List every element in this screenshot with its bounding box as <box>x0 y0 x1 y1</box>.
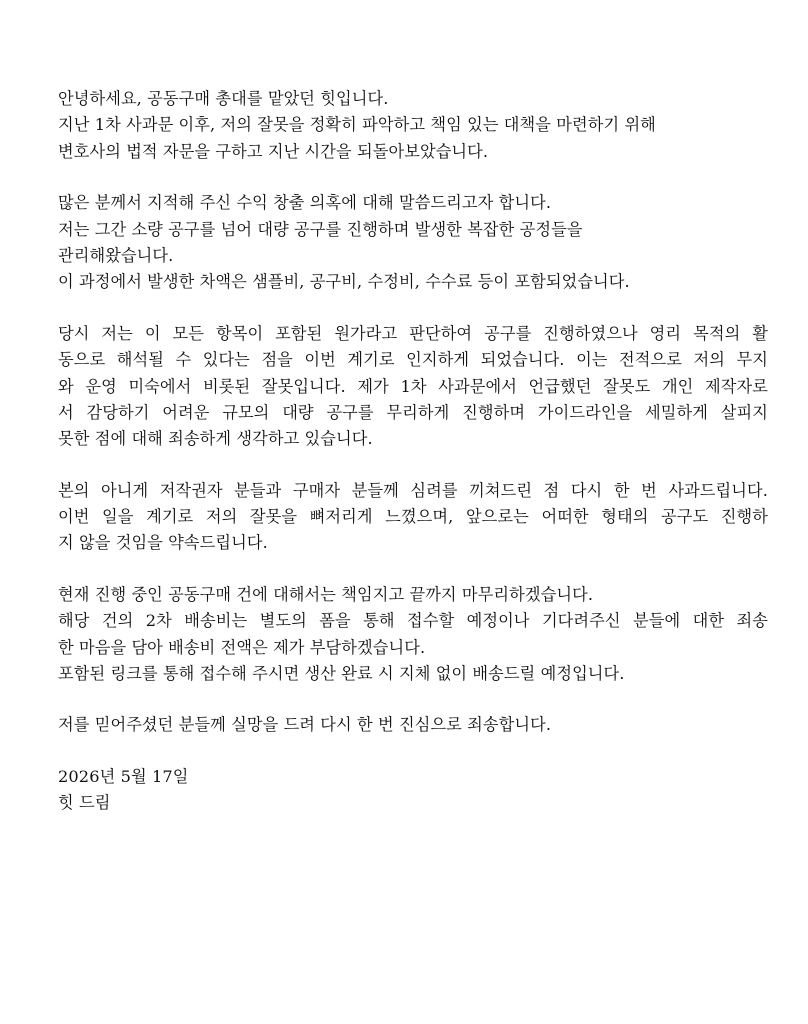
text-line: 저를 믿어주셨던 분들께 실망을 드려 다시 한 번 진심으로 죄송합니다. <box>58 715 552 735</box>
text-line: 이번 일을 계기로 저의 잘못을 뼈저리게 느꼈으며, 앞으로는 어떠한 형태의 공구도 진행하 <box>58 507 768 527</box>
letter-footer <box>58 764 768 817</box>
text-line: 현재 진행 중인 공동구매 건에 대해서는 책임지고 끝까지 마무리하겠습니다. <box>58 584 594 604</box>
paragraph-greeting <box>58 86 768 165</box>
text-line: 많은 분께서 지적해 주신 수익 창출 의혹에 대해 말씀드리고자 합니다. <box>58 193 552 213</box>
text-line: 당시 저는 이 모든 항목이 포함된 원가라고 판단하여 공구를 진행하였으나 영리 목적의 활 <box>58 323 768 343</box>
paragraph-current-order <box>58 582 768 688</box>
paragraph-admission <box>58 321 768 453</box>
text-line: 동으로 해석될 수 있다는 점을 이번 계기로 인지하게 되었습니다. 이는 전적으로 저의 무지 <box>58 350 768 370</box>
paragraph-closing <box>58 712 768 738</box>
text-line: 변호사의 법적 자문을 구하고 지난 시간을 되돌아보았습니다. <box>58 141 489 161</box>
text-line: 관리해왔습니다. <box>58 245 174 265</box>
text-line: 지 않을 것임을 약속드립니다. <box>58 533 268 553</box>
text-line: 포함된 링크를 통해 접수해 주시면 생산 완료 시 지체 없이 배송드릴 예정입니다. <box>58 664 625 684</box>
text-line: 못한 점에 대해 죄송하게 생각하고 있습니다. <box>58 429 373 449</box>
text-line: 와 운영 미숙에서 비롯된 잘못입니다. 제가 1차 사과문에서 언급했던 잘못도 개인 제작자로 <box>58 376 768 396</box>
paragraph-profit-allegation <box>58 190 768 296</box>
text-line: 서 감당하기 어려운 규모의 대량 공구를 무리하게 진행하며 가이드라인을 세밀하게 살피지 <box>58 402 768 422</box>
letter-signature: 힛 드림 <box>58 793 111 813</box>
letter-date: 2026년 5월 17일 <box>58 766 189 786</box>
text-line: 본의 아니게 저작권자 분들과 구매자 분들께 심려를 끼쳐드린 점 다시 한 번 사과드립니다. <box>58 480 768 500</box>
text-line: 이 과정에서 발생한 차액은 샘플비, 공구비, 수정비, 수수료 등이 포함되었습니다. <box>58 272 630 292</box>
text-line: 저는 그간 소량 공구를 넘어 대량 공구를 진행하며 발생한 복잡한 공정들을 <box>58 219 583 239</box>
paragraph-apology <box>58 478 768 557</box>
text-line: 안녕하세요, 공동구매 총대를 맡았던 힛입니다. <box>58 89 389 108</box>
text-line: 해당 건의 2차 배송비는 별도의 폼을 통해 접수할 예정이나 기다려주신 분들에 대한 죄송 <box>58 611 768 631</box>
text-line: 한 마음을 담아 배송비 전액은 제가 부담하겠습니다. <box>58 637 426 657</box>
text-line: 지난 1차 사과문 이후, 저의 잘못을 정확히 파악하고 책임 있는 대책을 마련하기 위해 <box>58 115 656 135</box>
